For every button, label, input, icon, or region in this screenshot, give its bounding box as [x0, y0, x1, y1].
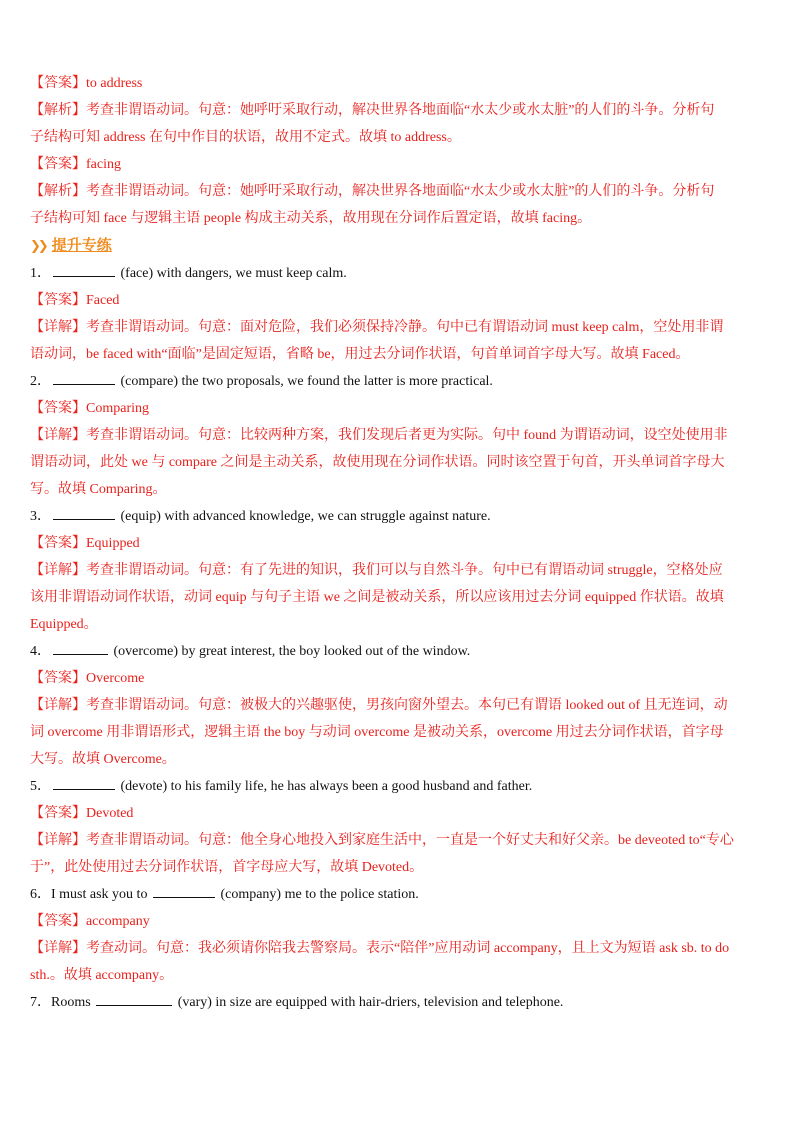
explanation-text: Equipped。	[30, 617, 98, 632]
explanation-text: 考查非谓语动词。句意：他全身心地投入到家庭生活中，一直是一个好丈夫和好父亲。be deveoted to“专心	[86, 833, 734, 848]
answer-label: 【答案】	[30, 401, 86, 416]
question-line	[30, 260, 770, 287]
answer-label: 【答案】	[30, 806, 86, 821]
answer-line	[30, 530, 770, 557]
answer-value: Comparing	[86, 401, 149, 416]
explanation-line	[30, 854, 770, 881]
answer-blank[interactable]	[96, 991, 172, 1006]
answer-blank[interactable]	[53, 640, 108, 655]
question-line	[30, 989, 770, 1016]
answer-line	[30, 800, 770, 827]
answer-blank[interactable]	[53, 775, 115, 790]
answer-line	[30, 665, 770, 692]
answer-line: 【答案】to address	[30, 76, 143, 91]
explanation-text: 考查非谓语动词。句意：有了先进的知识，我们可以与自然斗争。句中已有谓语动词 struggle，空格处应	[86, 563, 723, 578]
explanation-label: 【详解】	[30, 941, 86, 956]
explanation-line	[30, 935, 770, 962]
question-number: 2．	[30, 374, 51, 389]
answer-value: Faced	[86, 293, 120, 308]
answer-line: 【答案】facing	[30, 157, 121, 172]
question-text: Rooms	[51, 995, 95, 1010]
question-text: (overcome) by great interest, the boy looked out of the window.	[110, 644, 471, 659]
explanation-line	[30, 692, 770, 719]
explanation-line	[30, 557, 770, 584]
double-chevron-icon: ❯❯	[30, 239, 46, 254]
question-text: (equip) with advanced knowledge, we can struggle against nature.	[117, 509, 491, 524]
explanation-label: 【详解】	[30, 428, 86, 443]
answer-value: Overcome	[86, 671, 145, 686]
explanation-line	[30, 962, 770, 989]
answer-label: 【答案】	[30, 914, 86, 929]
explanation-text: 词 overcome 用非谓语形式，逻辑主语 the boy 与动词 overcome 是被动关系，overcome 用过去分词作状语，首字母	[30, 725, 724, 740]
explanation-text: 大写。故填 Overcome。	[30, 752, 176, 767]
answer-label: 【答案】	[30, 671, 86, 686]
question-number: 5．	[30, 779, 51, 794]
answer-line	[30, 287, 770, 314]
question-text: (face) with dangers, we must keep calm.	[117, 266, 347, 281]
question-line	[30, 368, 770, 395]
explanation-text: 考查非谓语动词。句意：被极大的兴趣驱使，男孩向窗外望去。本句已有谓语 looked out of 且无连词，动	[86, 698, 728, 713]
answer-label: 【答案】	[30, 293, 86, 308]
explanation-line	[30, 422, 770, 449]
explanation-line	[30, 476, 770, 503]
analysis-line: 【解析】考查非谓语动词。句意：她呼吁采取行动，解决世界各地面临“水太少或水太脏”的人们的斗争。分析句	[30, 103, 715, 118]
question-line	[30, 773, 770, 800]
explanation-text: 写。故填 Comparing。	[30, 482, 167, 497]
answer-label: 【答案】	[30, 536, 86, 551]
question-text: (vary) in size are equipped with hair-driers, television and telephone.	[174, 995, 564, 1010]
question-text: (compare) the two proposals, we found the latter is more practical.	[117, 374, 493, 389]
explanation-label: 【详解】	[30, 833, 86, 848]
question-number: 4．	[30, 644, 51, 659]
answer-blank[interactable]	[153, 883, 215, 898]
answer-blank[interactable]	[53, 505, 115, 520]
section-title: 提升专练	[51, 236, 112, 254]
explanation-text: 谓语动词，此处 we 与 compare 之间是主动关系，故使用现在分词作状语。同时该空置于句首，开头单词首字母大	[30, 455, 725, 470]
explanation-text: 考查非谓语动词。句意：比较两种方案，我们发现后者更为实际。句中 found 为谓语动词，设空处使用非	[86, 428, 728, 443]
answer-value: accompany	[86, 914, 150, 929]
question-number: 3．	[30, 509, 51, 524]
analysis-line: 子结构可知 address 在句中作目的状语，故用不定式。故填 to address。	[30, 130, 461, 145]
explanation-line	[30, 827, 770, 854]
explanation-label: 【详解】	[30, 320, 86, 335]
question-list	[30, 260, 770, 1016]
document-page	[30, 70, 770, 1016]
explanation-text: sth.。故填 accompany。	[30, 968, 174, 983]
section-heading	[30, 232, 770, 260]
analysis-line: 子结构可知 face 与逻辑主语 people 构成主动关系，故用现在分词作后置定语，故填 facing。	[30, 211, 592, 226]
explanation-label: 【详解】	[30, 698, 86, 713]
question-number: 7．	[30, 995, 51, 1010]
answer-line	[30, 908, 770, 935]
answer-blank[interactable]	[53, 370, 115, 385]
question-text: (company) me to the police station.	[216, 887, 419, 902]
explanation-label: 【详解】	[30, 563, 86, 578]
explanation-line	[30, 449, 770, 476]
explanation-line	[30, 719, 770, 746]
explanation-line	[30, 611, 770, 638]
question-line	[30, 881, 770, 908]
explanation-text: 该用非谓语动词作状语，动词 equip 与句子主语 we 之间是被动关系，所以应该用过去分词 equipped 作状语。故填	[30, 590, 724, 605]
question-number: 1．	[30, 266, 51, 281]
answer-line	[30, 395, 770, 422]
explanation-text: 考查动词。句意：我必须请你陪我去警察局。表示“陪伴”应用动词 accompany，且上文为短语 ask sb. to do	[86, 941, 730, 956]
question-text: I must ask you to	[51, 887, 151, 902]
question-number: 6．	[30, 887, 51, 902]
explanation-text: 于”，此处使用过去分词作状语，首字母应大写，故填 Devoted。	[30, 860, 424, 875]
question-text: (devote) to his family life, he has always been a good husband and father.	[117, 779, 533, 794]
explanation-line	[30, 584, 770, 611]
answer-value: Equipped	[86, 536, 140, 551]
explanation-text: 考查非谓语动词。句意：面对危险，我们必须保持冷静。句中已有谓语动词 must keep calm，空处用非谓	[86, 320, 724, 335]
answer-value: Devoted	[86, 806, 134, 821]
explanation-text: 语动词，be faced with“面临”是固定短语，省略 be，用过去分词作状语，句首单词首字母大写。故填 Faced。	[30, 347, 690, 362]
answer-blank[interactable]	[53, 262, 115, 277]
explanation-line	[30, 314, 770, 341]
explanation-line	[30, 746, 770, 773]
analysis-line: 【解析】考查非谓语动词。句意：她呼吁采取行动，解决世界各地面临“水太少或水太脏”的人们的斗争。分析句	[30, 184, 715, 199]
question-line	[30, 503, 770, 530]
question-line	[30, 638, 770, 665]
explanation-line	[30, 341, 770, 368]
